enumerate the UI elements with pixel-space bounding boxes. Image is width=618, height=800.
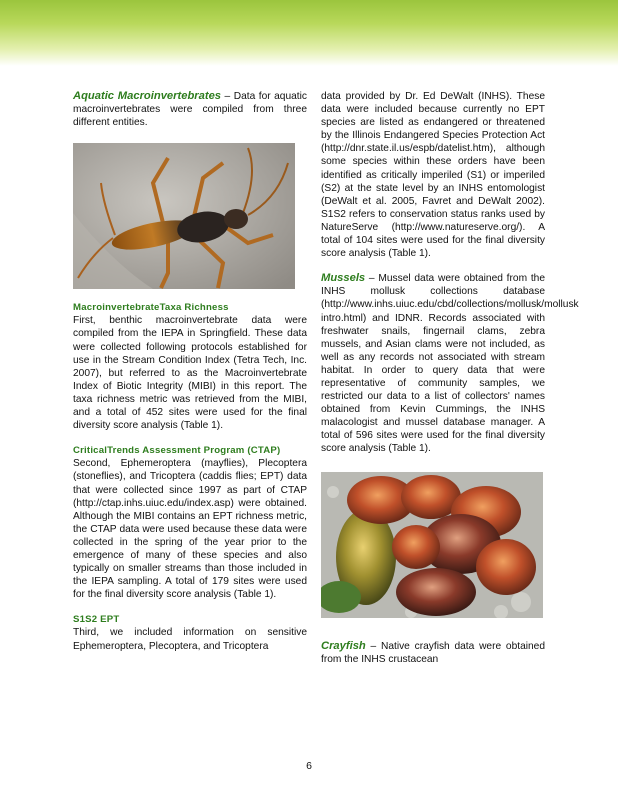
ctap-heading: CriticalTrends Assessment Program (CTAP)	[73, 445, 281, 457]
header-banner	[0, 0, 618, 66]
aquatic-paragraph	[73, 90, 307, 129]
aquatic-heading: Aquatic Macroinvertebrates	[73, 90, 222, 102]
page-number: 6	[306, 760, 312, 772]
crayfish-heading: Crayfish	[321, 639, 366, 652]
mussels-photo	[321, 472, 543, 618]
mtr-heading: MacroinvertebrateTaxa Richness	[73, 302, 229, 314]
mtr-text: First, benthic macroinvertebrate data were compiled from the IEPA in Springfield. These data were collected following protocols established for use in the Stream Condition Index (Tetra Tech, Inc. 2007), but referred to as the Macroinvertebrate Index of Biotic Integrity (MIBI) in this report. The taxa richness metric was retrieved from the MIBI, and a total of 452 sites were used for the final diversity score analysis (Table 1).	[73, 315, 307, 432]
s1s2-text: Third, we included information on sensitive Ephemeroptera, Plecoptera, and Tricoptera	[73, 627, 307, 652]
crayfish-text: – Native crayfish data were obtained from the INHS crustacean	[321, 640, 545, 665]
mussels-paragraph	[321, 272, 579, 455]
stonefly-photo	[73, 143, 295, 289]
s1s2-continued-text: data provided by Dr. Ed DeWalt (INHS). These data were included because currently no EPT species are listed as endangered or threatened by the Illinois Endangered Species Protection Act (http://dnr.state.il.us/espb/datelist.htm), although some species within these orders have been identified as critically imperiled (S1) or imperiled (S2) at the state level by an INHS entomologist (DeWalt et al. 2005, Favret and DeWalt 2002). S1S2 refers to conservation status ranks used by NatureServe (http://www.natureserve.org/). A total of 104 sites were used for the final diversity score analysis (Table 1).	[321, 91, 545, 260]
left-column	[73, 90, 307, 653]
s1s2-heading: S1S2 EPT	[73, 614, 120, 626]
mussels-heading: Mussels	[321, 272, 366, 285]
right-column	[321, 90, 579, 666]
aquatic-text: – Data for aquatic macroinvertebrates were compiled from three different entities.	[73, 91, 307, 129]
ctap-text: Second, Ephemeroptera (mayflies), Plecoptera (stoneflies), and Tricoptera (caddis flies; EPT) data that were collected since 1997 as part of CTAP (http://ctap.inhs.uiuc.edu/index.asp) were obtained. Although the MIBI contains an EPT richness metric, the CTAP data were used because these data were collected in the spring of the year prior to the emergence of many of these species and also typically on smaller streams than those included in the IEPA sampling. A total of 179 sites were used for the final diversity score analysis (Table 1).	[73, 458, 307, 601]
crayfish-paragraph	[321, 640, 545, 666]
mussels-text: – Mussel data were obtained from the INHS mollusk collections database (http://www.inhs.uiuc.edu/cbd/collections/mollusk/mollusk intro.html) and IDNR. Records associated with freshwater snails, fingernail clams, zebra mussels, and Asian clams were not included, as well as any records not associated with stream habitat. In order to query data that were representative of community samples, we restricted our data to a list of collectors' names obtained from Kevin Cummings, the INHS malacologist and mussel database manager. A total of 596 sites were used for the final diversity score analysis (Table 1).	[321, 273, 579, 455]
